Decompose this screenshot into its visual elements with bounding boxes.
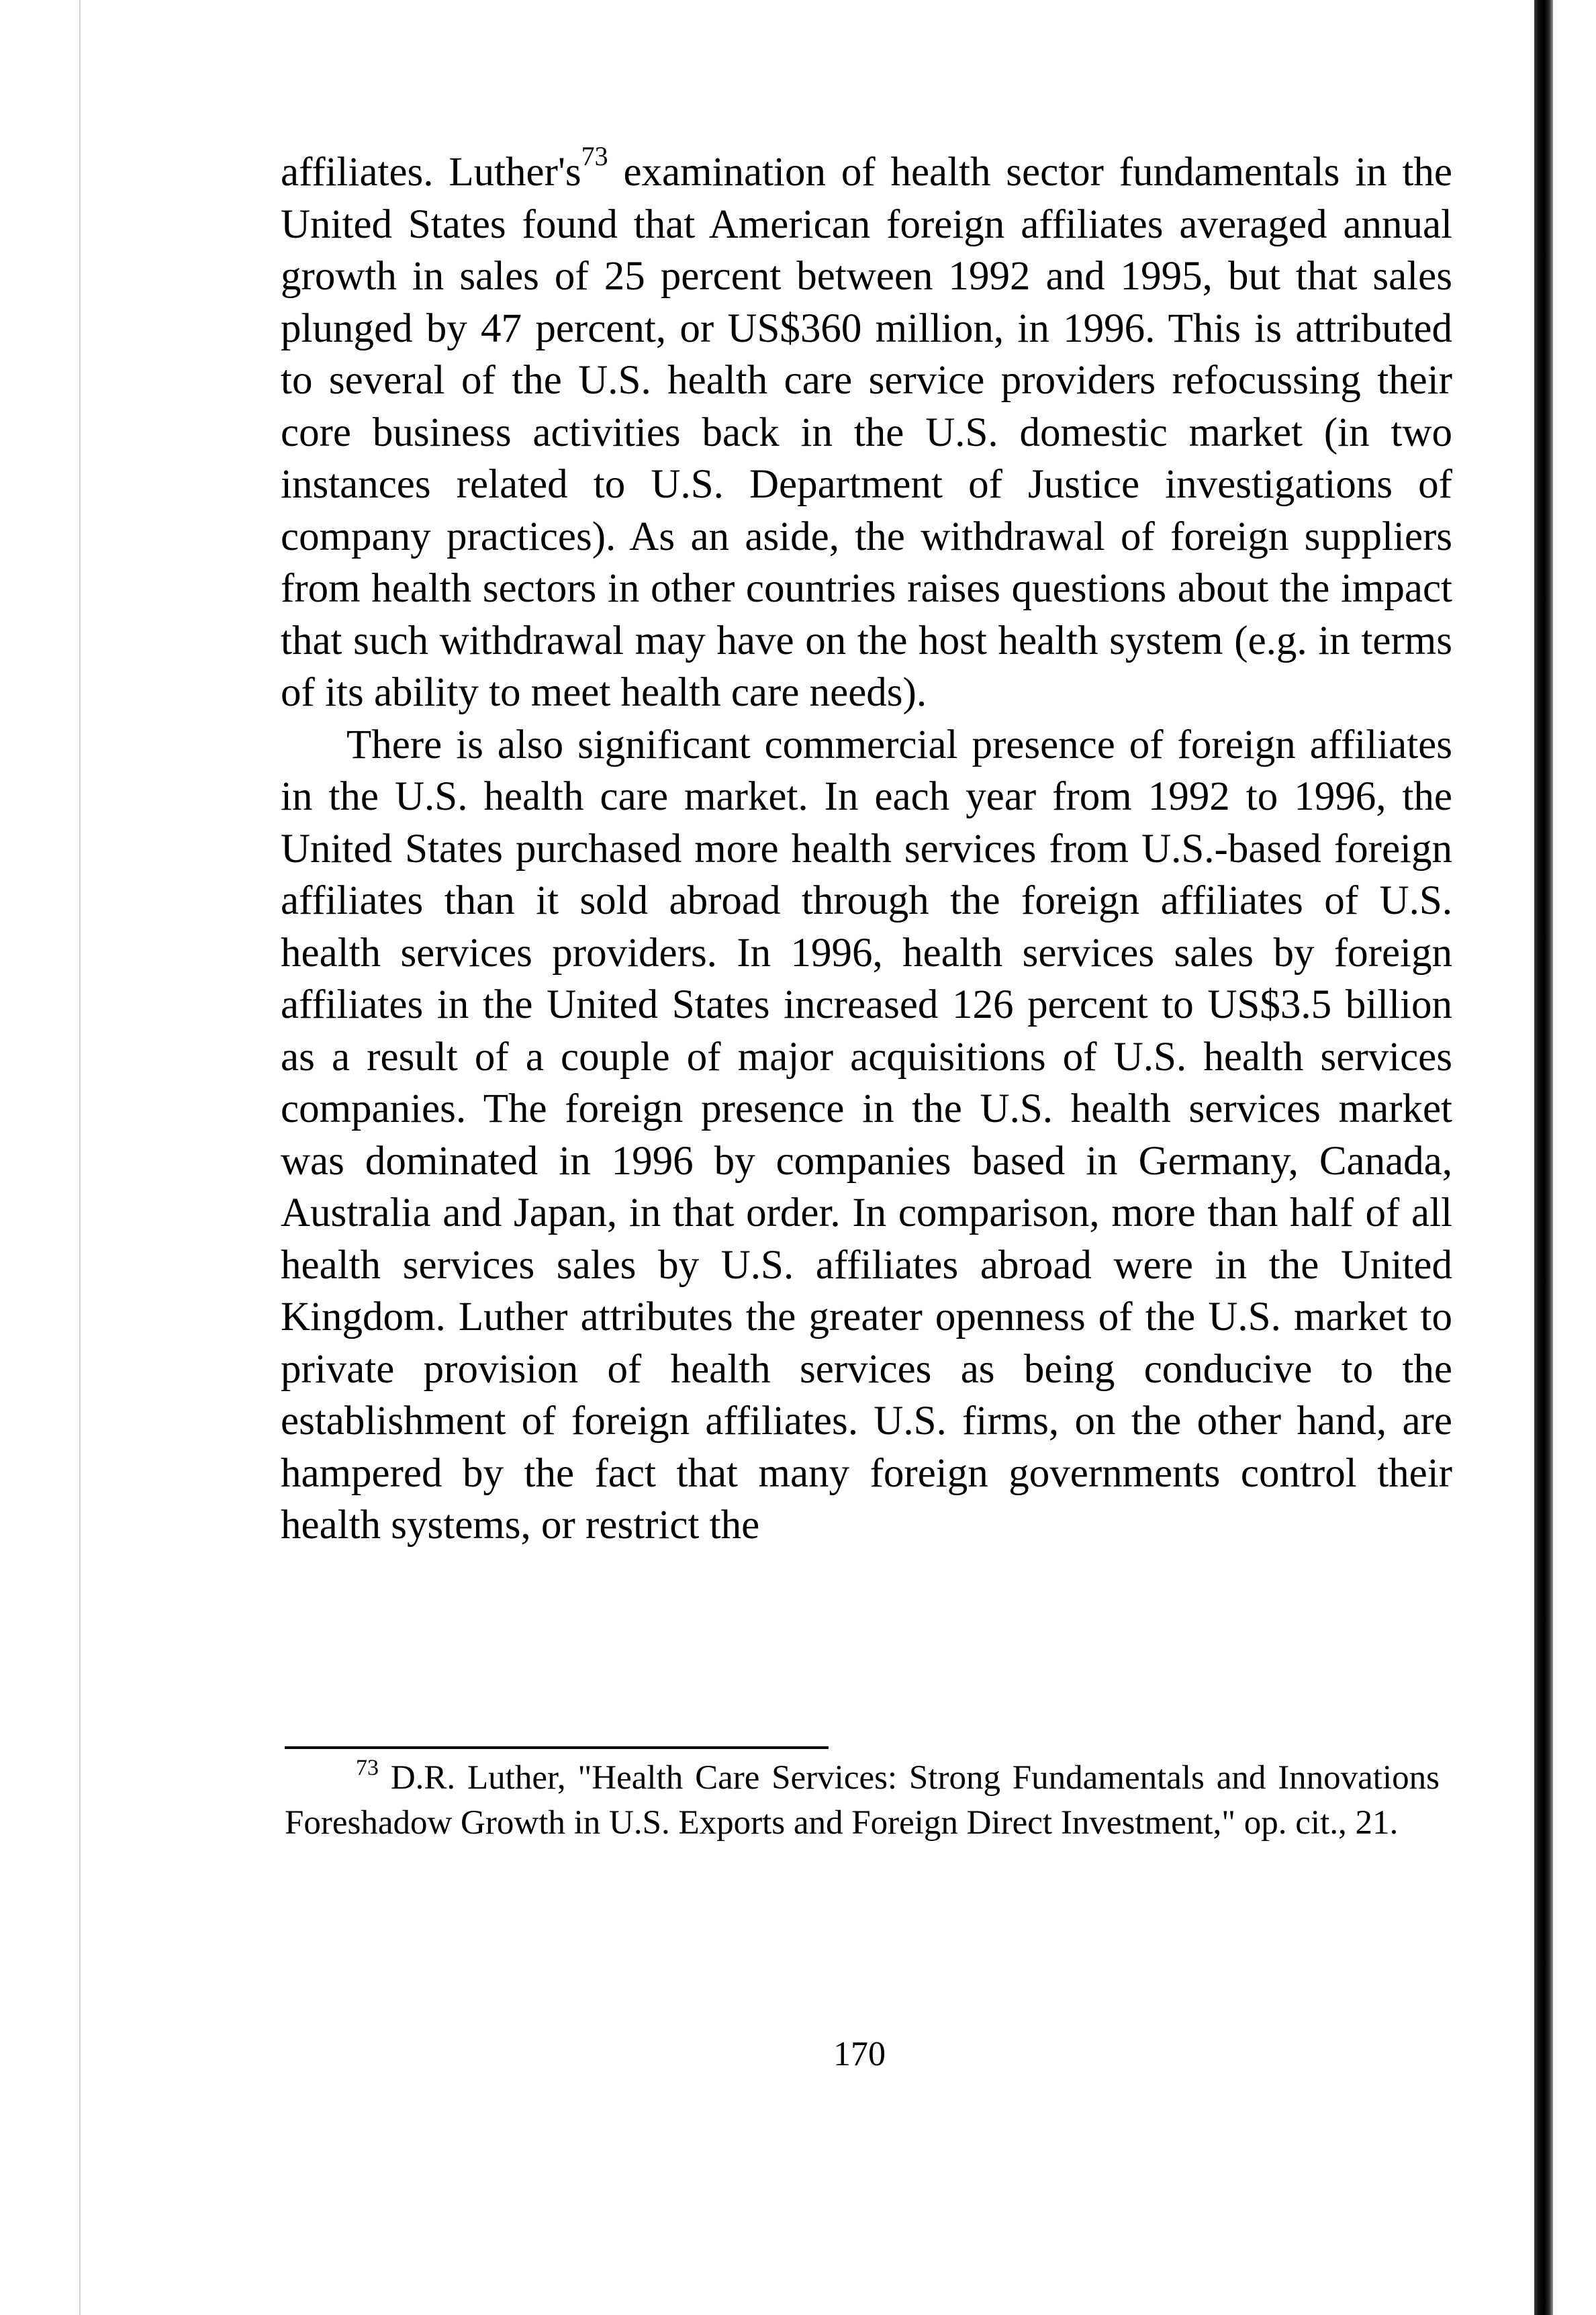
footnote [285,1756,1440,1846]
footnote-reference: 73 [581,141,608,171]
paragraph-1 [281,141,1452,719]
paragraph-1-rest: examination of health sector fundamentals in the United States found that American foreign affiliates averaged annual growth in sales of 25 percent between 1992 and 1995, but that sales plunged by 47 percent, or US$360 million, in 1996. This is attributed to several of the U.S. health care service providers refocussing their core business activities back in the U.S. domestic market (in two instances related to U.S. Department of Justice investigations of company practices). As an aside, the withdrawal of foreign suppliers from health sectors in other countries raises questions about the impact that such withdrawal may have on the host health system (e.g. in terms of its ability to meet health care needs). [281,150,1452,715]
paragraph-2: There is also significant commercial presence of foreign affiliates in the U.S. health care market. In each year from 1992 to 1996, the United States purchased more health services from U.S.-based foreign affiliates than it sold abroad through the foreign affiliates of U.S. health services providers. In 1996, health services sales by foreign affiliates in the United States increased 126 percent to US$3.5 billion as a result of a couple of major acquisitions of U.S. health services companies. The foreign presence in the U.S. health services market was dominated in 1996 by companies based in Germany, Canada, Australia and Japan, in that order. In comparison, more than half of all health services sales by U.S. affiliates abroad were in the United Kingdom. Luther attributes the greater openness of the U.S. market to private provision of health services as being conducive to the establishment of foreign affiliates. U.S. firms, on the other hand, are hampered by the fact that many foreign governments control their health systems, or restrict the [281,722,1452,1548]
body-text [281,141,1452,1552]
page-number: 170 [833,2035,886,2073]
footnote-text: D.R. Luther, "Health Care Services: Strong Fundamentals and Innovations Foreshadow Growth in U.S. Exports and Foreign Direct Investment," op. cit., 21. [285,1759,1440,1842]
footnote-separator [285,1746,829,1749]
page-gutter-line [79,0,81,2315]
paragraph-1-start: affiliates. Luther's [281,150,581,195]
footnote-number: 73 [356,1755,379,1781]
book-spine-edge [1534,0,1553,2315]
